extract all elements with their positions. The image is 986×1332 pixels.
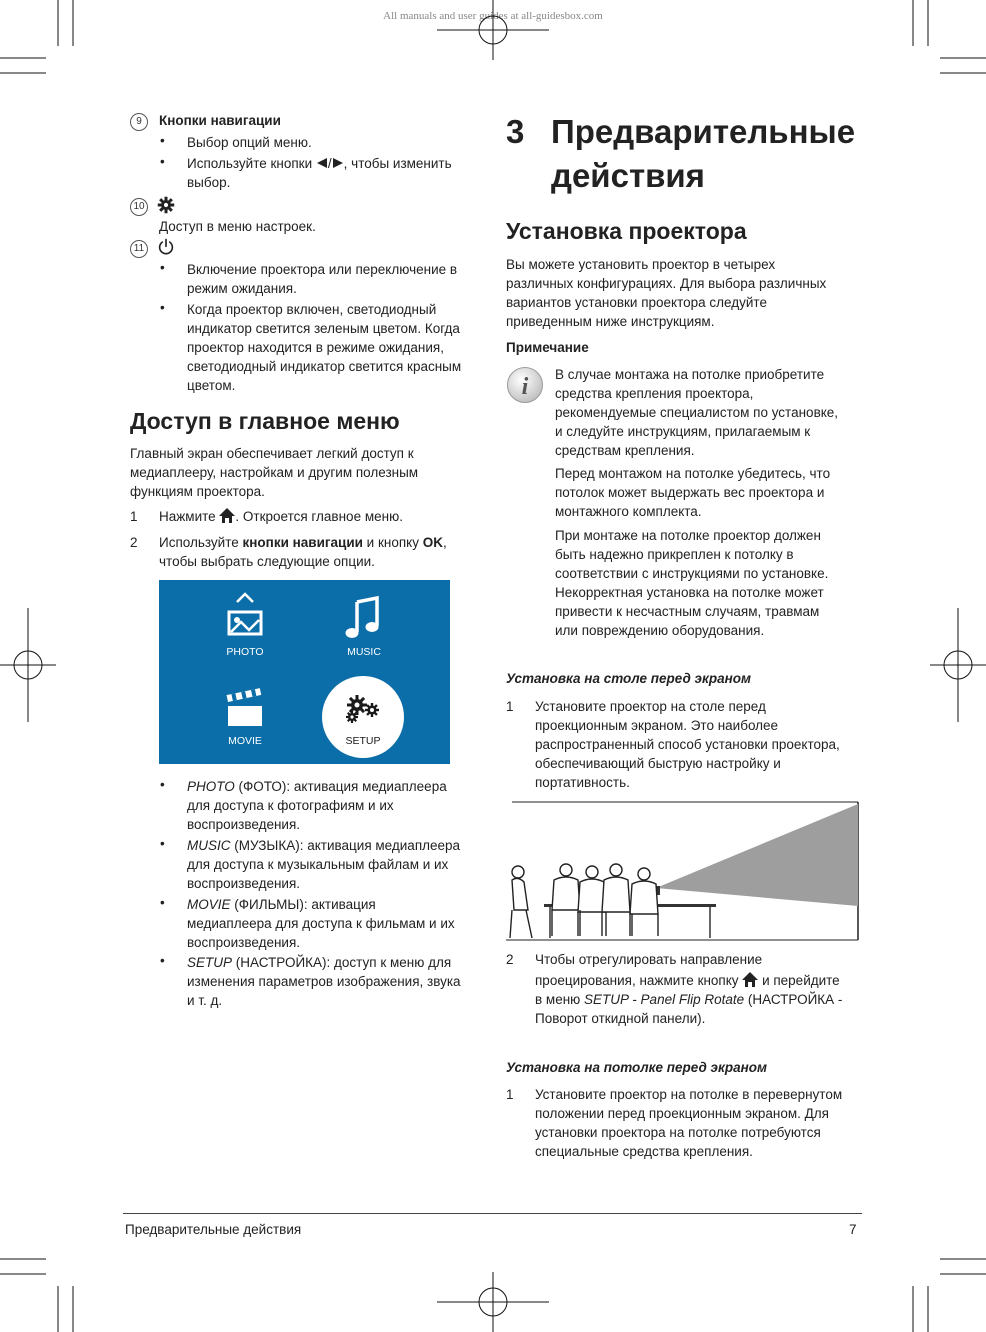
step-number: 1 [506, 1087, 514, 1102]
main-menu-heading: Доступ в главное меню [130, 408, 400, 434]
bullet: • [160, 895, 165, 910]
main-menu-screenshot [159, 580, 450, 764]
step-number: 2 [506, 952, 514, 967]
chapter-title: Предварительные действия [551, 113, 856, 194]
menu-music-label: MUSIC [347, 646, 381, 658]
bullet: • [160, 154, 165, 169]
step-number: 1 [506, 699, 514, 714]
arrow-right-icon [332, 157, 344, 169]
nav-buttons-title: Кнопки навигации [159, 113, 281, 128]
step-number: 2 [130, 535, 138, 550]
page-number: 7 [849, 1222, 857, 1237]
callout-number-11: 11 [130, 240, 148, 258]
audience-figures [510, 864, 658, 938]
nav-bullet-2-cont: выбор. [187, 175, 231, 190]
bullet: • [160, 300, 165, 315]
note-paragraph-2: Перед монтажом на потолке убедитесь, что потолок может выдержать вес проектора и монтажного комплекта. [555, 466, 831, 519]
step-2-cont: чтобы выбрать следующие опции. [159, 554, 375, 569]
home-icon [219, 508, 235, 523]
ceiling-front-heading: Установка на потолке перед экраном [506, 1060, 767, 1075]
arrow-left-icon [316, 157, 328, 169]
gear-icon [157, 196, 175, 214]
section-intro: Вы можете установить проектор в четырех различных конфигурациях. Для выбора различных вариантов установки проектора следуйте приведенным ниже инструкциям. [506, 257, 827, 329]
option-movie: MOVIE (ФИЛЬМЫ): активация медиаплеера для доступа к фильмам и их воспроизведения. [187, 897, 455, 950]
menu-photo-label: PHOTO [226, 646, 264, 658]
table-step-1: Установите проектор на столе перед проекционным экраном. Это наиболее распространенный способ установки проектора, обеспечивающий быструю настройку и портативность. [535, 699, 840, 790]
ceiling-step-1: Установите проектор на потолке в перевернутом положении перед проекционным экраном. Для установки проектора на потолке потребуются специальные средства крепления. [535, 1087, 843, 1159]
footer-title: Предварительные действия [125, 1222, 302, 1237]
screen-background [159, 580, 450, 764]
power-icon [157, 238, 175, 256]
bullet: • [160, 953, 165, 968]
nav-bullet-1: Выбор опций меню. [187, 135, 312, 150]
step-2: Используйте кнопки навигации и кнопку OK, [159, 535, 447, 550]
nav-bullet-2: Используйте кнопки / , чтобы изменить [187, 156, 452, 171]
power-bullet-1: Включение проектора или переключение в режим ожидания. [187, 262, 458, 296]
step-number: 1 [130, 509, 138, 524]
menu-movie-label: MOVIE [228, 735, 262, 747]
chapter-number: 3 [506, 113, 525, 150]
table-step-2: Чтобы отрегулировать направление проецирования, нажмите кнопку и перейдите в меню SETUP - Panel Flip Rotate (НАСТРОЙКА - Поворот откидной панели). [535, 952, 843, 1026]
note-paragraph-3: При монтаже на потолке проектор должен быть надежно прикреплен к потолку в соответствии с инструкциями по установке. Некорректная установка на потолке может привести к несчастным случаям, травмам или повреждению оборудования. [555, 528, 829, 638]
callout-number-10: 10 [130, 198, 148, 216]
main-menu-screen [159, 580, 450, 764]
bullet: • [160, 836, 165, 851]
bullet: • [160, 777, 165, 792]
footer-rule [123, 1213, 862, 1214]
note-label: Примечание [506, 340, 589, 355]
watermark: All manuals and user guides at all-guidesbox.com [383, 10, 603, 22]
bullet: • [160, 260, 165, 275]
table-front-heading: Установка на столе перед экраном [506, 671, 751, 686]
home-icon [742, 972, 758, 987]
main-menu-intro: Главный экран обеспечивает легкий доступ к медиаплееру, настройкам и другим полезным функциям проектора. [130, 446, 419, 499]
section-heading: Установка проектора [506, 218, 747, 244]
option-setup: SETUP (НАСТРОЙКА): доступ к меню для изменения параметров изображения, звука и т. д. [187, 955, 461, 1008]
svg-text:i: i [521, 374, 529, 400]
step-1: Нажмите . Откроется главное меню. [159, 509, 403, 524]
callout-number-9: 9 [130, 113, 148, 131]
option-music: MUSIC (МУЗЫКА): активация медиаплеера для доступа к музыкальным файлам и их воспроизведения. [187, 838, 461, 891]
info-icon [506, 366, 544, 404]
table-front-illustration [506, 800, 860, 942]
bullet: • [160, 133, 165, 148]
setup-desc: Доступ в меню настроек. [159, 219, 316, 234]
menu-setup-label: SETUP [345, 735, 381, 747]
projection-beam [656, 804, 858, 906]
note-paragraph-1: В случае монтажа на потолке приобретите средства крепления проектора, рекомендуемые специалистом по установке, и следуйте инструкциям, прилагаемым к средствам крепления. [555, 367, 839, 458]
option-photo: PHOTO (ФОТО): активация медиаплеера для доступа к фотографиям и их воспроизведения. [187, 779, 447, 832]
power-bullet-2: Когда проектор включен, светодиодный индикатор светится зеленым цветом. Когда проектор находится в режиме ожидания, светодиодный индикатор светится красным цветом. [187, 302, 462, 393]
